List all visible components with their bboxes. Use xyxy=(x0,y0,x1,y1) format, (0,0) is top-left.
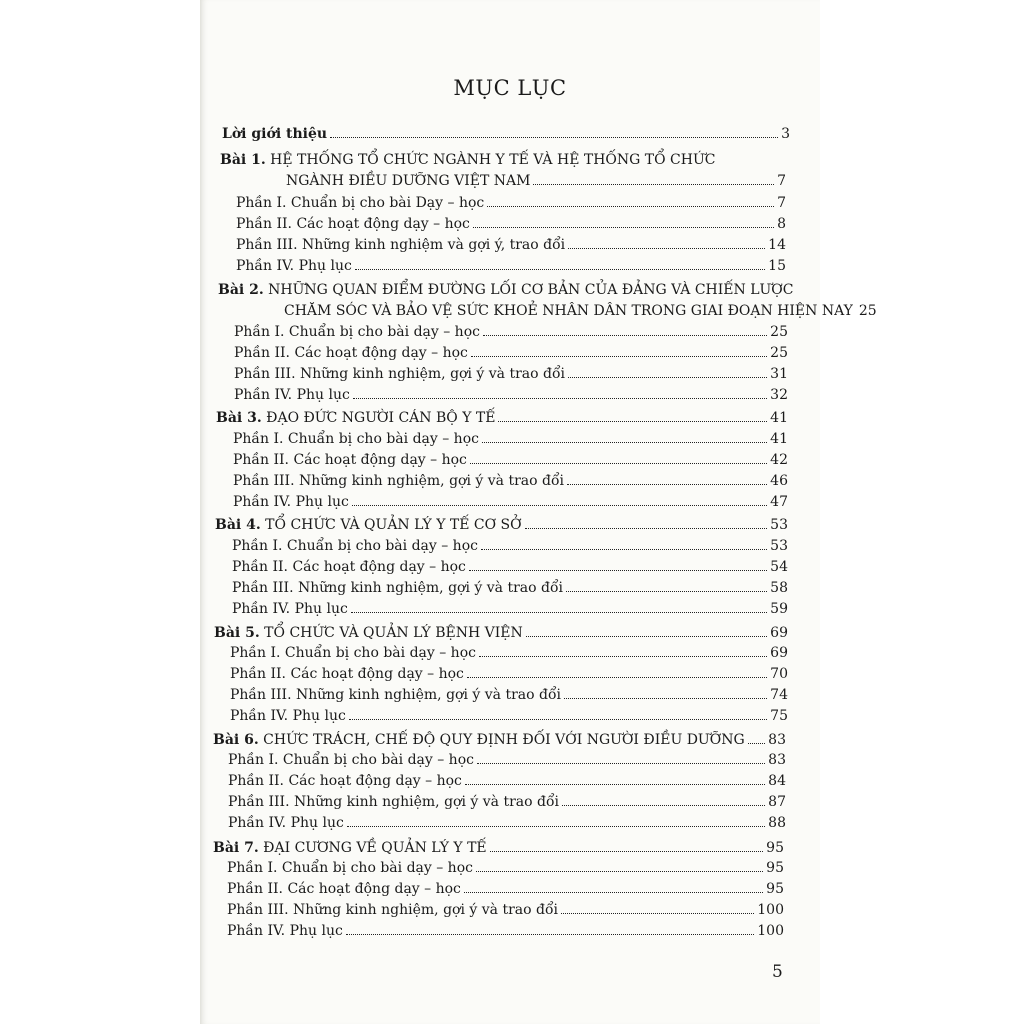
toc-lesson-5-part-3 xyxy=(230,683,788,703)
toc-lesson-1-part-2-label: Phần II. Các hoạt động dạy – học xyxy=(236,216,470,232)
toc-lesson-1-part-3-label: Phần III. Những kinh nghiệm và gợi ý, trao đổi xyxy=(236,237,566,253)
toc-lesson-2-part-4-label: Phần IV. Phụ lục xyxy=(234,387,350,403)
toc-lesson-4-part-2-label: Phần II. Các hoạt động dạy – học xyxy=(232,559,466,575)
toc-lesson-5-heading-title: TỔ CHỨC VÀ QUẢN LÝ BỆNH VIỆN xyxy=(264,625,523,641)
page-number: 5 xyxy=(772,962,783,982)
toc-lesson-5-part-2 xyxy=(230,662,788,682)
toc-lesson-6-part-3-leader-dots xyxy=(562,804,765,806)
toc-lesson-7-part-2-page: 95 xyxy=(766,881,784,897)
toc-lesson-6-part-4 xyxy=(228,811,786,831)
toc-lesson-4-part-4-leader-dots xyxy=(351,611,767,613)
toc-lesson-6-part-4-label: Phần IV. Phụ lục xyxy=(228,815,344,831)
toc-lesson-7-part-4-leader-dots xyxy=(346,933,754,935)
toc-lesson-7-part-2-leader-dots xyxy=(464,891,763,893)
toc-lesson-7-heading-label xyxy=(213,840,487,856)
toc-lesson-2-part-3-leader-dots xyxy=(568,376,767,378)
toc-lesson-7-heading-title: ĐẠI CƯƠNG VỀ QUẢN LÝ Y TẾ xyxy=(263,840,487,856)
toc-lesson-3-part-2-leader-dots xyxy=(470,462,767,464)
toc-lesson-6-part-2-page: 84 xyxy=(768,773,786,789)
toc-lesson-1-part-4-leader-dots xyxy=(355,268,765,270)
toc-lesson-6-part-3 xyxy=(228,790,786,810)
toc-lesson-2-part-4 xyxy=(234,383,788,403)
toc-lesson-5-part-3-leader-dots xyxy=(564,697,767,699)
toc-lesson-4-part-2-page: 54 xyxy=(770,559,788,575)
toc-lesson-7-part-3-leader-dots xyxy=(561,912,754,914)
toc-lesson-5-heading-page: 69 xyxy=(770,625,788,641)
toc-lesson-5-part-4-label: Phần IV. Phụ lục xyxy=(230,708,346,724)
toc-lesson-7-part-1-leader-dots xyxy=(476,870,763,872)
toc-lesson-7-heading xyxy=(213,836,784,856)
toc-lesson-7-part-3-label: Phần III. Những kinh nghiệm, gợi ý và trao đổi xyxy=(227,902,558,918)
toc-lesson-5-heading-number: Bài 5. xyxy=(214,625,260,641)
toc-lesson-4-heading xyxy=(215,513,788,533)
toc-lesson-3-part-4-page: 47 xyxy=(770,494,788,510)
toc-lesson-2-part-1-leader-dots xyxy=(483,334,767,336)
toc-lesson-6-part-3-label: Phần III. Những kinh nghiệm, gợi ý và trao đổi xyxy=(228,794,559,810)
toc-lesson-4-part-4-page: 59 xyxy=(770,601,788,617)
toc-lesson-3-part-3 xyxy=(233,469,788,489)
toc-lesson-4-heading-label xyxy=(215,517,522,533)
toc-lesson-2-heading xyxy=(218,278,794,298)
toc-lesson-5-heading xyxy=(214,621,788,641)
toc-lesson-5-part-1 xyxy=(230,641,788,661)
toc-lesson-4-part-4-label: Phần IV. Phụ lục xyxy=(232,601,348,617)
toc-intro-page: 3 xyxy=(781,126,790,142)
toc-lesson-7-heading-number: Bài 7. xyxy=(213,840,259,856)
toc-lesson-6-part-2-leader-dots xyxy=(465,783,765,785)
toc-lesson-1-part-3 xyxy=(236,233,786,253)
toc-lesson-6-part-4-leader-dots xyxy=(347,825,765,827)
toc-lesson-2-heading-title: NHỮNG QUAN ĐIỂM ĐƯỜNG LỐI CƠ BẢN CỦA ĐẢNG VÀ CHIẾN LƯỢC xyxy=(268,282,794,298)
toc-lesson-2-heading-label xyxy=(218,282,794,298)
toc-lesson-4-part-1-label: Phần I. Chuẩn bị cho bài dạy – học xyxy=(232,538,478,554)
toc-lesson-1-heading-cont-label: NGÀNH ĐIỀU DƯỠNG VIỆT NAM xyxy=(286,173,531,189)
toc-lesson-2-heading-cont-label: CHĂM SÓC VÀ BẢO VỆ SỨC KHOẺ NHÂN DÂN TRONG GIAI ĐOẠN HIỆN NAY xyxy=(284,303,853,319)
toc-lesson-3-part-2-page: 42 xyxy=(770,452,788,468)
toc-lesson-5-part-4-leader-dots xyxy=(349,718,767,720)
toc-lesson-1-part-4-page: 15 xyxy=(768,258,786,274)
toc-lesson-4-heading-page: 53 xyxy=(770,517,788,533)
toc-lesson-5-part-3-label: Phần III. Những kinh nghiệm, gợi ý và trao đổi xyxy=(230,687,561,703)
toc-lesson-3-part-4-leader-dots xyxy=(352,504,767,506)
toc-lesson-4-heading-leader-dots xyxy=(525,527,768,529)
page-title: MỤC LỤC xyxy=(453,76,567,100)
toc-lesson-4-heading-number: Bài 4. xyxy=(215,517,261,533)
toc-lesson-5-part-2-leader-dots xyxy=(467,676,767,678)
toc-lesson-6-heading-label xyxy=(213,732,745,748)
toc-lesson-4-part-3 xyxy=(232,576,788,596)
toc-lesson-6-part-2-label: Phần II. Các hoạt động dạy – học xyxy=(228,773,462,789)
toc-lesson-2-part-3-label: Phần III. Những kinh nghiệm, gợi ý và trao đổi xyxy=(234,366,565,382)
toc-lesson-6-part-1-label: Phần I. Chuẩn bị cho bài dạy – học xyxy=(228,752,474,768)
toc-lesson-6-heading xyxy=(213,728,786,748)
toc-lesson-1-part-2-page: 8 xyxy=(777,216,786,232)
toc-lesson-2-part-2-label: Phần II. Các hoạt động dạy – học xyxy=(234,345,468,361)
toc-lesson-1-part-4-label: Phần IV. Phụ lục xyxy=(236,258,352,274)
toc-lesson-3-part-3-label: Phần III. Những kinh nghiệm, gợi ý và trao đổi xyxy=(233,473,564,489)
toc-lesson-2-part-3-page: 31 xyxy=(770,366,788,382)
toc-lesson-6-heading-title: CHỨC TRÁCH, CHẾ ĐỘ QUY ĐỊNH ĐỐI VỚI NGƯỜI ĐIỀU DƯỠNG xyxy=(263,732,745,748)
toc-lesson-4-part-1-page: 53 xyxy=(770,538,788,554)
toc-lesson-5-part-4-page: 75 xyxy=(770,708,788,724)
toc-lesson-1-heading-label xyxy=(220,152,715,168)
toc-lesson-4-part-3-page: 58 xyxy=(770,580,788,596)
toc-lesson-1-part-4 xyxy=(236,254,786,274)
toc-lesson-2-part-4-leader-dots xyxy=(353,397,767,399)
toc-lesson-4-part-1 xyxy=(232,534,788,554)
toc-lesson-7-part-4-page: 100 xyxy=(757,923,784,939)
toc-lesson-1-heading-number: Bài 1. xyxy=(220,152,266,168)
toc-lesson-4-part-3-leader-dots xyxy=(566,590,767,592)
toc-lesson-3-part-2-label: Phần II. Các hoạt động dạy – học xyxy=(233,452,467,468)
toc-lesson-2-heading-number: Bài 2. xyxy=(218,282,264,298)
book-page xyxy=(200,0,877,1024)
toc-lesson-2-part-1-label: Phần I. Chuẩn bị cho bài dạy – học xyxy=(234,324,480,340)
toc-lesson-5-heading-leader-dots xyxy=(526,635,767,637)
toc-lesson-3-heading-page: 41 xyxy=(770,410,788,426)
toc-lesson-3-heading xyxy=(216,406,788,426)
toc-lesson-3-part-3-leader-dots xyxy=(567,483,767,485)
toc-lesson-2-part-2-leader-dots xyxy=(471,355,767,357)
toc-lesson-6-heading-leader-dots xyxy=(748,742,766,744)
toc-lesson-1-part-1 xyxy=(236,191,786,211)
toc-lesson-2-part-3 xyxy=(234,362,788,382)
toc-lesson-4-heading-title: TỔ CHỨC VÀ QUẢN LÝ Y TẾ CƠ SỞ xyxy=(265,517,522,533)
toc-lesson-5-part-2-label: Phần II. Các hoạt động dạy – học xyxy=(230,666,464,682)
toc-lesson-6-part-1 xyxy=(228,748,786,768)
toc-lesson-3-heading-leader-dots xyxy=(498,420,767,422)
toc-lesson-4-part-2 xyxy=(232,555,788,575)
toc-lesson-7-part-2 xyxy=(227,877,784,897)
toc-lesson-1-part-3-leader-dots xyxy=(568,247,765,249)
toc-lesson-1-part-2 xyxy=(236,212,786,232)
toc-intro xyxy=(222,122,790,142)
toc-lesson-5-part-1-page: 69 xyxy=(770,645,788,661)
toc-lesson-2-part-2 xyxy=(234,341,788,361)
toc-lesson-3-part-1 xyxy=(233,427,788,447)
toc-lesson-3-heading-label xyxy=(216,410,495,426)
toc-lesson-1-heading xyxy=(220,148,786,168)
toc-lesson-3-part-1-label: Phần I. Chuẩn bị cho bài dạy – học xyxy=(233,431,479,447)
toc-lesson-4-part-2-leader-dots xyxy=(469,569,767,571)
toc-lesson-1-part-3-page: 14 xyxy=(768,237,786,253)
toc-lesson-3-part-2 xyxy=(233,448,788,468)
toc-lesson-6-part-2 xyxy=(228,769,786,789)
toc-lesson-6-part-3-page: 87 xyxy=(768,794,786,810)
toc-lesson-6-part-1-page: 83 xyxy=(768,752,786,768)
toc-intro-label: Lời giới thiệu xyxy=(222,126,328,142)
toc-lesson-3-part-4 xyxy=(233,490,788,510)
toc-lesson-3-part-3-page: 46 xyxy=(770,473,788,489)
toc-lesson-2-heading-cont xyxy=(284,299,877,319)
toc-lesson-3-part-1-page: 41 xyxy=(770,431,788,447)
toc-lesson-5-part-1-leader-dots xyxy=(479,655,767,657)
toc-lesson-1-heading-cont-page: 7 xyxy=(777,173,786,189)
toc-lesson-3-part-4-label: Phần IV. Phụ lục xyxy=(233,494,349,510)
toc-lesson-3-part-1-leader-dots xyxy=(482,441,767,443)
toc-lesson-5-heading-label xyxy=(214,625,523,641)
toc-lesson-2-heading-cont-page: 25 xyxy=(858,303,877,319)
toc-lesson-4-part-3-label: Phần III. Những kinh nghiệm, gợi ý và trao đổi xyxy=(232,580,563,596)
toc-lesson-2-part-1 xyxy=(234,320,788,340)
toc-lesson-7-part-3 xyxy=(227,898,784,918)
toc-lesson-1-part-1-label: Phần I. Chuẩn bị cho bài Dạy – học xyxy=(236,195,485,211)
toc-lesson-7-heading-page: 95 xyxy=(766,840,784,856)
toc-lesson-5-part-2-page: 70 xyxy=(770,666,788,682)
toc-lesson-1-part-1-page: 7 xyxy=(777,195,786,211)
toc-lesson-3-heading-number: Bài 3. xyxy=(216,410,262,426)
toc-lesson-4-part-1-leader-dots xyxy=(481,548,767,550)
toc-lesson-5-part-4 xyxy=(230,704,788,724)
toc-lesson-5-part-1-label: Phần I. Chuẩn bị cho bài dạy – học xyxy=(230,645,476,661)
toc-lesson-7-part-3-page: 100 xyxy=(757,902,784,918)
toc-lesson-7-part-1 xyxy=(227,856,784,876)
toc-lesson-2-part-4-page: 32 xyxy=(770,387,788,403)
toc-lesson-7-part-4-label: Phần IV. Phụ lục xyxy=(227,923,343,939)
toc-lesson-4-part-4 xyxy=(232,597,788,617)
toc-lesson-1-heading-cont xyxy=(286,169,786,189)
toc-lesson-1-heading-cont-leader-dots xyxy=(533,183,774,185)
toc-lesson-1-part-1-leader-dots xyxy=(487,205,774,207)
toc-lesson-7-part-1-page: 95 xyxy=(766,860,784,876)
toc-lesson-6-heading-number: Bài 6. xyxy=(213,732,259,748)
toc-intro-leader-dots xyxy=(330,136,778,138)
toc-lesson-6-part-1-leader-dots xyxy=(477,762,765,764)
toc-lesson-5-part-3-page: 74 xyxy=(770,687,788,703)
toc-lesson-7-part-1-label: Phần I. Chuẩn bị cho bài dạy – học xyxy=(227,860,473,876)
toc-lesson-6-part-4-page: 88 xyxy=(768,815,786,831)
toc-lesson-3-heading-title: ĐẠO ĐỨC NGƯỜI CÁN BỘ Y TẾ xyxy=(266,410,496,426)
toc-lesson-2-part-2-page: 25 xyxy=(770,345,788,361)
toc-lesson-6-heading-page: 83 xyxy=(768,732,786,748)
toc-lesson-7-part-2-label: Phần II. Các hoạt động dạy – học xyxy=(227,881,461,897)
toc-lesson-1-part-2-leader-dots xyxy=(473,226,774,228)
toc-lesson-2-part-1-page: 25 xyxy=(770,324,788,340)
toc-lesson-7-part-4 xyxy=(227,919,784,939)
toc-lesson-7-heading-leader-dots xyxy=(490,850,764,852)
toc-lesson-1-heading-title: HỆ THỐNG TỔ CHỨC NGÀNH Y TẾ VÀ HỆ THỐNG TỔ CHỨC xyxy=(270,152,716,168)
